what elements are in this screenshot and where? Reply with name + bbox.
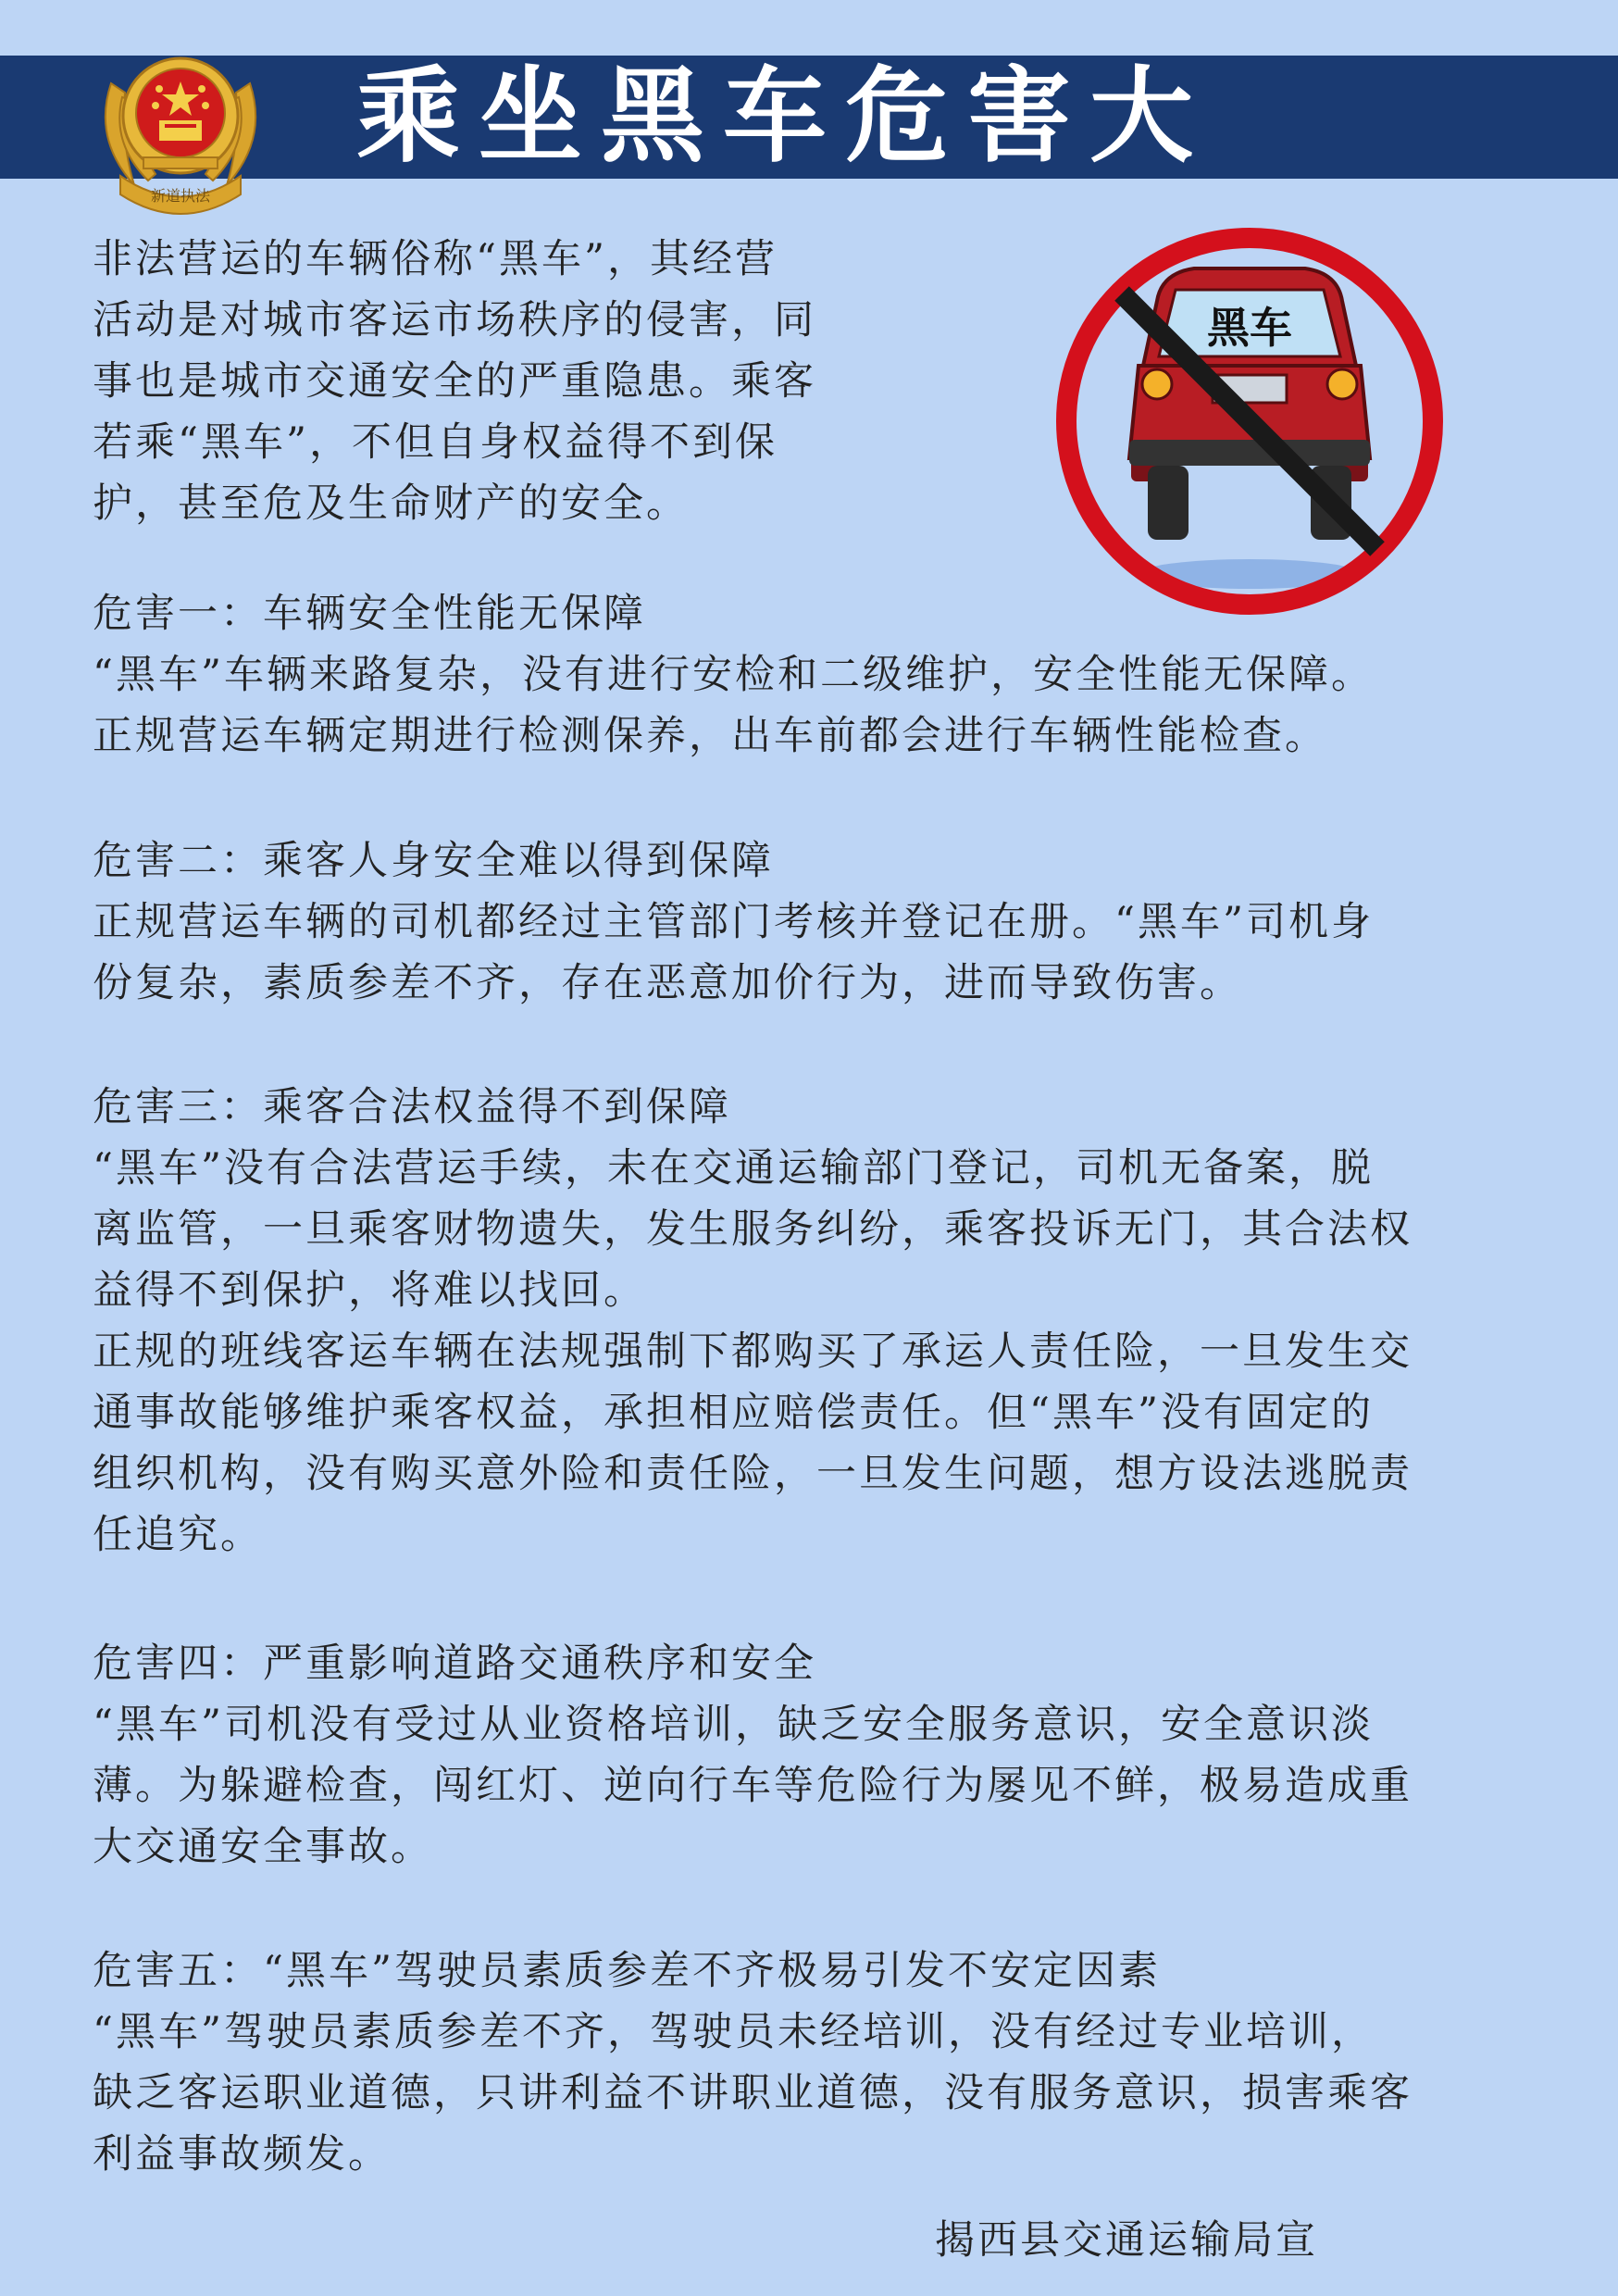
hazard-section-2 bbox=[93, 830, 1374, 1014]
section-line: “黑车”驾驶员素质参差不齐，驾驶员未经培训，没有经过专业培训， bbox=[93, 2009, 1374, 2055]
hazard-section-3 bbox=[93, 1077, 1413, 1566]
section-line: 正规营运车辆定期进行检测保养，出车前都会进行车辆性能检查。 bbox=[93, 713, 1327, 759]
intro-line: 非法营运的车辆俗称“黑车”，其经营 bbox=[93, 236, 778, 282]
section-line: 利益事故频发。 bbox=[93, 2131, 391, 2177]
section-line: 大交通安全事故。 bbox=[93, 1824, 433, 1870]
section-line: 组织机构，没有购买意外险和责任险，一旦发生问题，想方设法逃脱责 bbox=[93, 1451, 1413, 1497]
section-line: 正规营运车辆的司机都经过主管部门考核并登记在册。“黑车”司机身 bbox=[93, 899, 1374, 945]
hazard-section-5 bbox=[93, 1940, 1413, 2185]
hazard-section-4 bbox=[93, 1633, 1413, 1878]
section-line: 缺乏客运职业道德，只讲利益不讲职业道德，没有服务意识，损害乘客 bbox=[93, 2070, 1413, 2116]
intro-line: 若乘“黑车”，不但自身权益得不到保 bbox=[93, 419, 778, 466]
intro-paragraph bbox=[93, 229, 816, 534]
section-heading: 危害四：严重影响道路交通秩序和安全 bbox=[93, 1641, 816, 1687]
section-heading: 危害二：乘客人身安全难以得到保障 bbox=[93, 838, 774, 884]
car-label: 黑车 bbox=[1207, 303, 1292, 353]
hazard-section-1 bbox=[93, 583, 1374, 767]
intro-line: 护，甚至危及生命财产的安全。 bbox=[93, 480, 689, 527]
section-line: “黑车”没有合法营运手续，未在交通运输部门登记，司机无备案，脱 bbox=[93, 1145, 1374, 1192]
police-emblem-icon bbox=[83, 28, 278, 222]
section-line: 离监管，一旦乘客财物遗失，发生服务纠纷，乘客投诉无门，其合法权 bbox=[93, 1206, 1413, 1253]
section-heading: 危害一：车辆安全性能无保障 bbox=[93, 591, 646, 637]
section-line: 正规的班线客运车辆在法规强制下都购买了承运人责任险，一旦发生交 bbox=[93, 1329, 1413, 1375]
section-heading: 危害三：乘客合法权益得不到保障 bbox=[93, 1084, 731, 1130]
no-black-car-icon bbox=[1046, 218, 1453, 625]
section-line: 份复杂，素质参差不齐，存在恶意加价行为，进而导致伤害。 bbox=[93, 960, 1242, 1006]
intro-line: 事也是城市交通安全的严重隐患。乘客 bbox=[93, 358, 816, 405]
section-line: “黑车”车辆来路复杂，没有进行安检和二级维护，安全性能无保障。 bbox=[93, 652, 1374, 698]
section-line: “黑车”司机没有受过从业资格培训，缺乏安全服务意识，安全意识淡 bbox=[93, 1702, 1374, 1748]
section-heading: 危害五：“黑车”驾驶员素质参差不齐极易引发不安定因素 bbox=[93, 1948, 1161, 1994]
section-line: 任追究。 bbox=[93, 1512, 263, 1558]
page-title: 乘坐黑车危害大 bbox=[356, 56, 1212, 177]
section-line: 益得不到保护，将难以找回。 bbox=[93, 1267, 646, 1314]
emblem-ribbon-text: 新道执法 bbox=[150, 187, 211, 205]
section-line: 薄。为躲避检查，闯红灯、逆向行车等危险行为屡见不鲜，极易造成重 bbox=[93, 1763, 1413, 1809]
signoff: 揭西县交通运输局宣 bbox=[935, 2217, 1318, 2264]
section-line: 通事故能够维护乘客权益，承担相应赔偿责任。但“黑车”没有固定的 bbox=[93, 1390, 1374, 1436]
intro-line: 活动是对城市客运市场秩序的侵害，同 bbox=[93, 297, 816, 343]
